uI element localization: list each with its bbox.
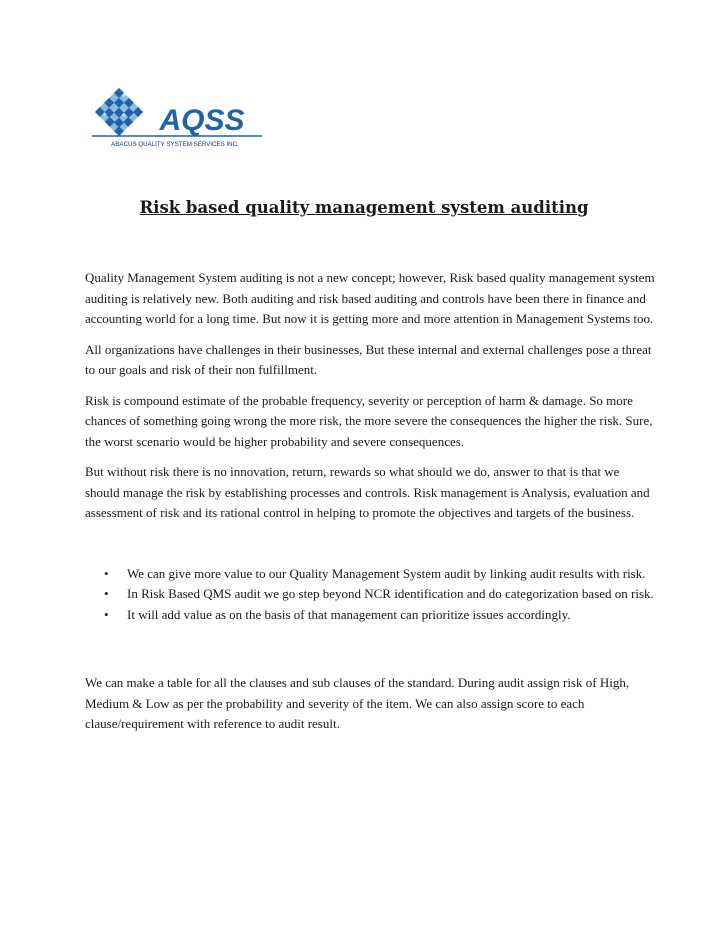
list-item-text: In Risk Based QMS audit we go step beyond NCR identification and do categorization based on risk. — [127, 586, 654, 601]
logo-brand: AQSS — [159, 104, 245, 137]
paragraph: But without risk there is no innovation, return, rewards so what should we do, answer to that is that we should manage the risk by establishing processes and controls. Risk management is Analysis, evaluation and assessment of risk and its rational control in helping to promote the objectives and targets of the business. — [85, 464, 650, 520]
logo-subtitle: ABACUS QUALITY SYSTEM SERVICES INC. — [111, 141, 239, 148]
paragraph: Risk is compound estimate of the probable frequency, severity or perception of harm & damage. So more chances of something going wrong the more risk, the more severe the consequences the higher the risk. Sure, the worst scenario would be higher probability and severe consequences. — [85, 392, 653, 449]
list-item — [100, 564, 657, 585]
list-item — [100, 605, 657, 626]
document-body — [85, 268, 657, 745]
aqss-logo — [84, 84, 266, 150]
paragraph: All organizations have challenges in their businesses, But these internal and external challenges pose a threat to our goals and risk of their non fulfillment. — [85, 341, 652, 377]
bullet-list — [85, 564, 657, 626]
page-title: Risk based quality management system auditing — [139, 198, 589, 217]
closing-paragraph: We can make a table for all the clauses and sub clauses of the standard. During audit assign risk of High, Medium & Low as per the probability and severity of the item. We can also assign score to each clause/requirement with reference to audit result. — [85, 675, 630, 731]
list-item — [100, 584, 657, 605]
bullet-icon: • — [104, 586, 109, 601]
list-item-text: We can give more value to our Quality Management System audit by linking audit results with risk. — [127, 565, 646, 581]
list-item-text: It will add value as on the basis of that management can prioritize issues accordingly. — [127, 606, 571, 622]
paragraph: Quality Management System auditing is not a new concept; however, Risk based quality management system auditing is relatively new. Both auditing and risk based auditing and controls have been there in finance and accounting world for a long time. But now it is getting more and more attention in Management Systems too. — [85, 270, 655, 326]
bullet-icon: • — [104, 565, 109, 581]
bullet-icon: • — [104, 606, 109, 622]
